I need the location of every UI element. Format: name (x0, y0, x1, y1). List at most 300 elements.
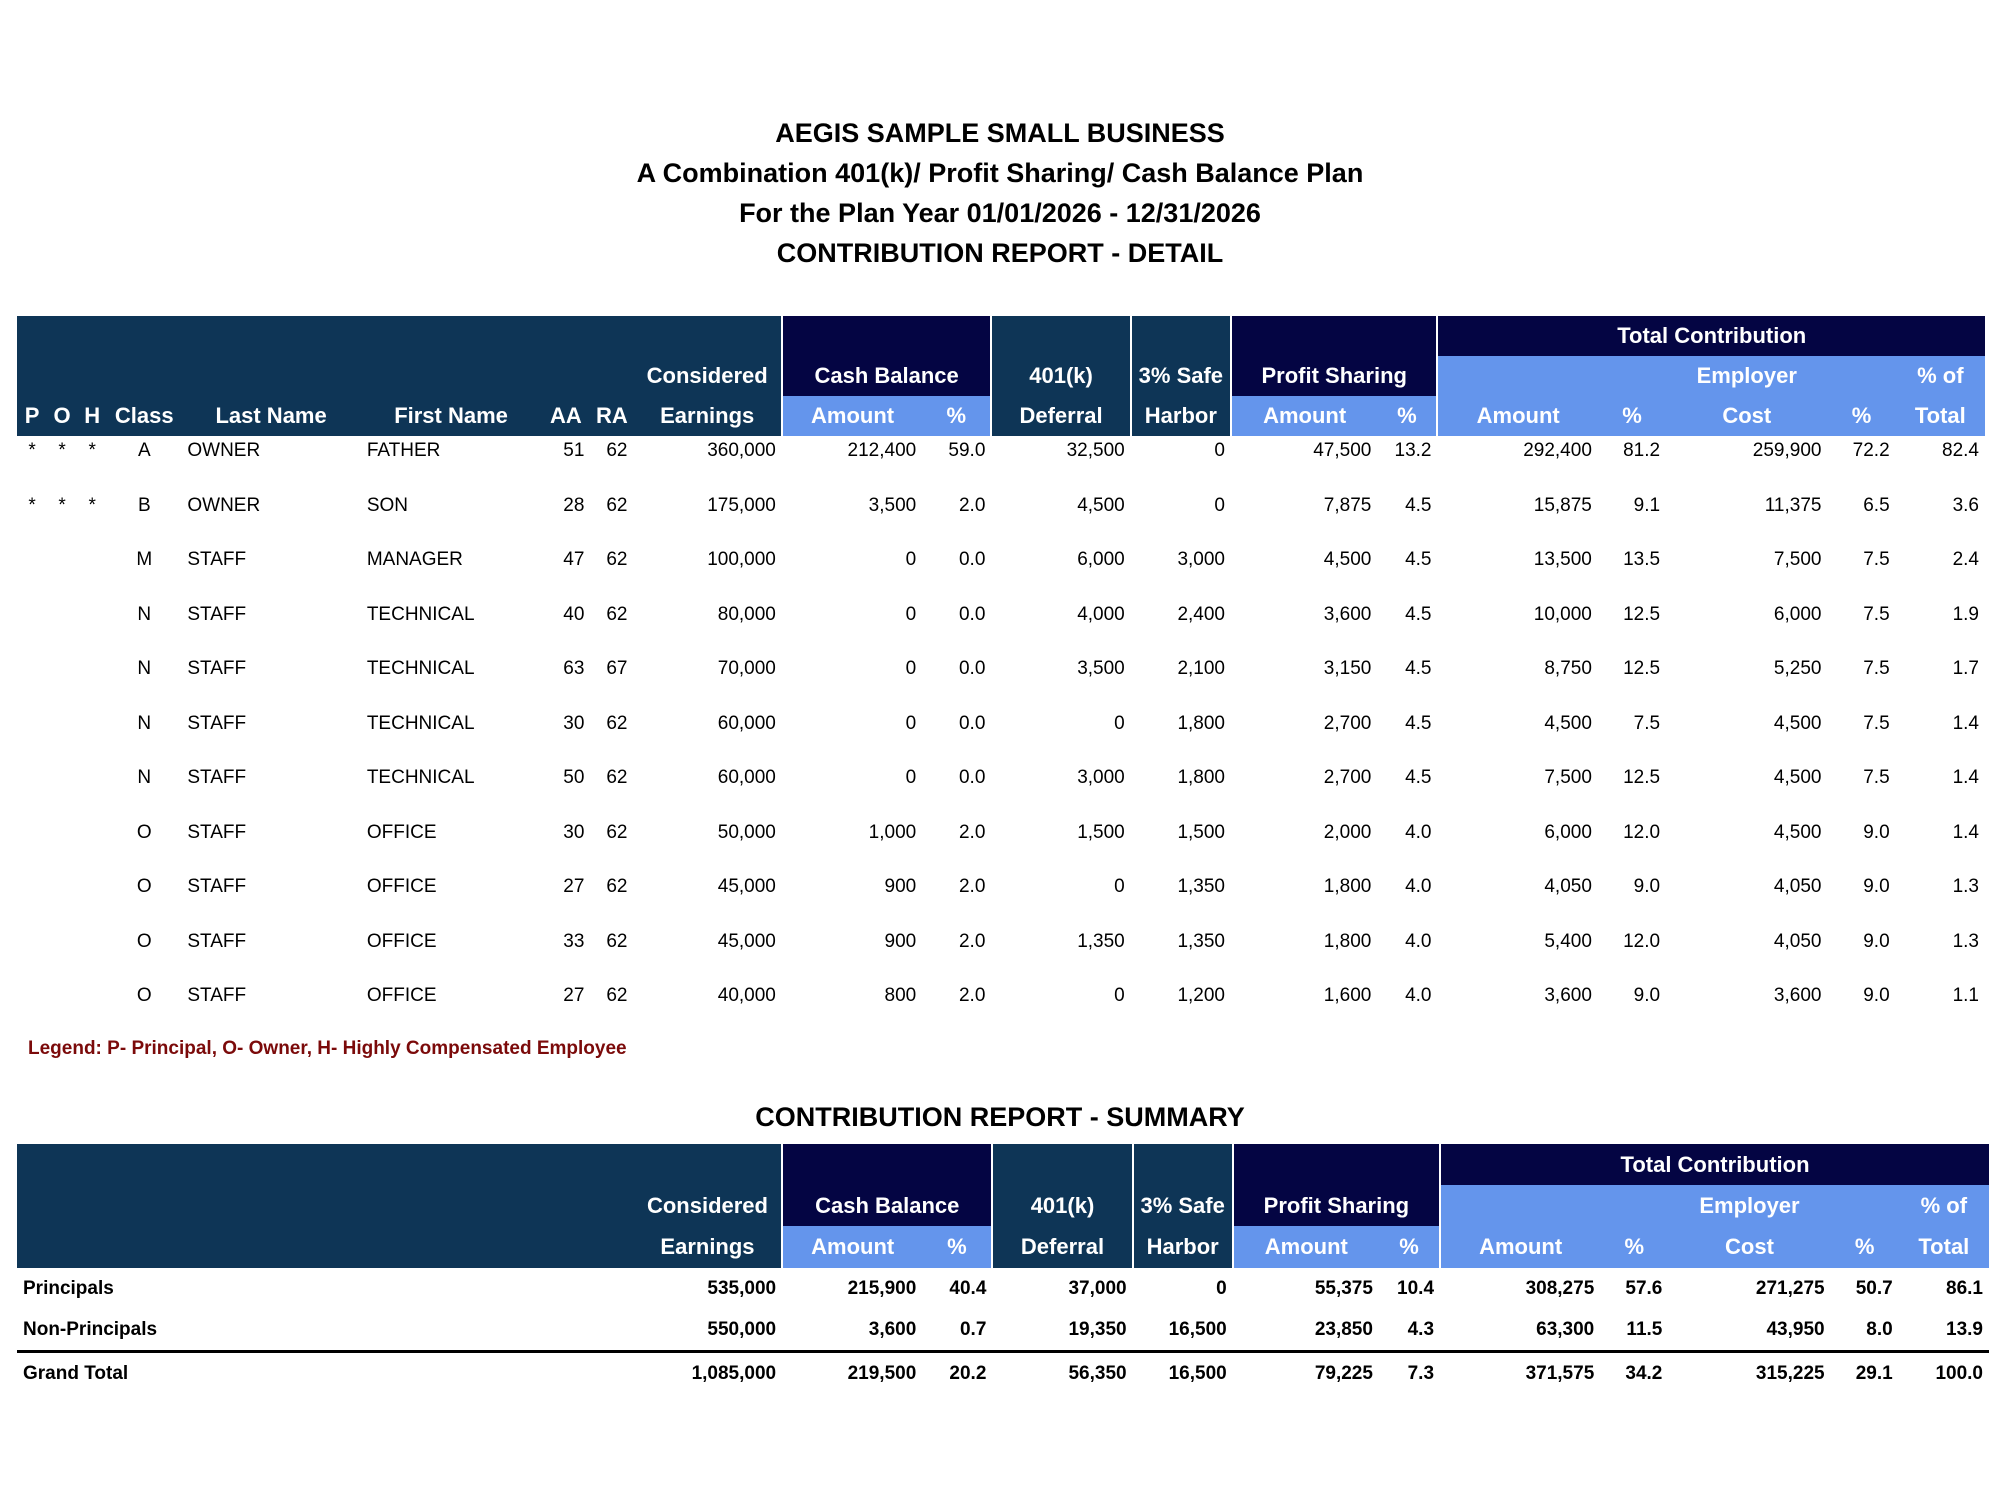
flag-o (47, 757, 77, 812)
earnings-cell: 80,000 (717, 603, 776, 625)
cb-pct-cell: 0.7 (959, 1318, 987, 1340)
safe-harbor-cell: 1,200 (1177, 985, 1225, 1006)
summary-row (17, 1309, 1989, 1352)
employer-cost-cell: 4,500 (1773, 712, 1822, 734)
aa-cell: 63 (563, 658, 585, 679)
tc-amount-cell: 3,600 (1544, 985, 1592, 1006)
pct-total-cell: 1.4 (1952, 767, 1979, 788)
ps-pct-cell: 13.2 (1394, 440, 1432, 461)
employer-cost-cell: 4,050 (1773, 930, 1822, 952)
aa-cell: 30 (563, 712, 585, 734)
cb-amount-cell: 3,500 (868, 494, 917, 516)
ra-cell: 62 (606, 985, 628, 1006)
flag-p: * (28, 440, 36, 461)
flag-p (17, 648, 47, 703)
ra-cell: 62 (606, 712, 628, 734)
tc-pct-cell: 12.0 (1623, 821, 1661, 843)
cb-amount-cell: 0 (905, 603, 917, 625)
flag-h (77, 703, 107, 758)
first-name-cell: OFFICE (366, 930, 437, 952)
safe-harbor-cell: 2,400 (1177, 603, 1225, 625)
header-profit-sharing: Profit Sharing (1231, 356, 1438, 396)
tc-pct-cell: 13.5 (1623, 549, 1661, 570)
summary-header-navy-ps (1233, 1144, 1440, 1185)
flag-h (77, 539, 107, 594)
safe-harbor-cell: 0 (1214, 494, 1225, 516)
earnings-cell: 535,000 (707, 1277, 777, 1299)
cb-pct-cell: 0.0 (958, 549, 986, 570)
pct-total-cell: 2.4 (1952, 549, 1979, 570)
flag-h (77, 594, 107, 649)
header-total-contribution: Total Contribution (1437, 316, 1985, 356)
summary-header-employer: Employer (1668, 1185, 1830, 1226)
plan-year: For the Plan Year 01/01/2026 - 12/31/2026 (739, 198, 1261, 228)
earnings-cell: 100,000 (707, 549, 776, 570)
tc-pct-cell: 7.5 (1633, 712, 1661, 734)
class-cell: O (136, 930, 152, 952)
earnings-cell: 360,000 (707, 440, 776, 461)
ra-cell: 62 (606, 821, 628, 843)
col-earnings: Earnings (633, 396, 781, 436)
aa-cell: 30 (563, 821, 585, 843)
first-name-cell: OFFICE (366, 876, 437, 897)
aa-cell: 27 (563, 876, 585, 897)
pct-total-cell: 100.0 (1899, 1352, 1989, 1395)
cb-amount-cell: 0 (905, 658, 917, 679)
table-row (17, 539, 1985, 594)
summary-header-total-contribution: Total Contribution (1440, 1144, 1989, 1185)
employer-cost-cell: 5,250 (1773, 658, 1822, 679)
cb-pct-cell: 2.0 (958, 930, 986, 952)
summary-header-blank-2 (17, 1185, 634, 1226)
deferral-cell: 32,500 (1066, 440, 1125, 461)
summary-col-pct-total: Total (1899, 1226, 1989, 1268)
tc-amount-cell: 8,750 (1544, 658, 1592, 679)
ra-cell: 67 (606, 658, 628, 679)
detail-table (17, 316, 1985, 1030)
summary-header-profit-sharing: Profit Sharing (1233, 1185, 1440, 1226)
tc-pct-cell: 12.5 (1623, 658, 1661, 679)
summary-col-ps-amount: Amount (1233, 1226, 1379, 1268)
summary-col-cb-amount: Amount (782, 1226, 922, 1268)
report-name: CONTRIBUTION REPORT - DETAIL (776, 238, 1224, 268)
col-tc-pct: % (1598, 396, 1666, 436)
ps-amount-cell: 1,600 (1323, 985, 1372, 1006)
flag-h (77, 866, 107, 921)
flag-h (77, 757, 107, 812)
company-name: AEGIS SAMPLE SMALL BUSINESS (775, 118, 1225, 148)
employer-pct-cell: 72.2 (1852, 440, 1890, 461)
employer-pct-cell: 29.1 (1831, 1352, 1899, 1395)
last-name-cell: STAFF (187, 712, 247, 734)
ra-cell: 62 (606, 767, 628, 788)
ps-amount-cell: 47,500 (1313, 440, 1372, 461)
employer-pct-cell: 9.0 (1863, 930, 1890, 952)
first-name-cell: TECHNICAL (366, 767, 475, 788)
col-cb-pct: % (922, 396, 991, 436)
pct-total-cell: 1.3 (1952, 930, 1979, 952)
ps-pct-cell: 4.0 (1405, 985, 1432, 1006)
tc-amount-cell: 15,875 (1533, 494, 1592, 516)
deferral-cell: 56,350 (992, 1352, 1132, 1395)
safe-harbor-cell: 1,500 (1177, 821, 1225, 843)
deferral-cell: 3,500 (1077, 658, 1125, 679)
aa-cell: 51 (563, 440, 585, 461)
employer-pct-cell: 7.5 (1863, 603, 1890, 625)
summary-header-navy-cb (782, 1144, 992, 1185)
cb-amount-cell: 212,400 (847, 440, 917, 461)
aa-cell: 33 (563, 930, 585, 952)
summary-header-blank-401k (992, 1144, 1132, 1185)
flag-p (17, 975, 47, 1030)
earnings-cell: 40,000 (717, 985, 776, 1006)
cb-amount-cell: 219,500 (782, 1352, 922, 1395)
ra-cell: 62 (606, 603, 628, 625)
deferral-cell: 4,500 (1077, 494, 1125, 516)
col-first-name: First Name (361, 396, 541, 436)
table-row (17, 594, 1985, 649)
cb-pct-cell: 0.0 (958, 603, 986, 625)
tc-amount-cell: 6,000 (1544, 821, 1592, 843)
flag-o (47, 921, 77, 976)
deferral-cell: 1,350 (1077, 930, 1125, 952)
ra-cell: 62 (606, 440, 628, 461)
col-p: P (17, 396, 47, 436)
summary-header-blank-safe (1133, 1144, 1233, 1185)
tc-pct-cell: 57.6 (1625, 1277, 1663, 1299)
table-row (17, 703, 1985, 758)
cb-pct-cell: 0.0 (958, 712, 986, 734)
pct-total-cell: 1.4 (1952, 712, 1979, 734)
header-blank (17, 316, 782, 356)
table-row (17, 975, 1985, 1030)
aa-cell: 28 (563, 494, 585, 516)
tc-pct-cell: 12.5 (1623, 603, 1661, 625)
pct-total-cell: 3.6 (1952, 494, 1979, 516)
employer-cost-cell: 6,000 (1773, 603, 1822, 625)
pct-total-cell: 1.7 (1952, 658, 1979, 679)
deferral-cell: 4,000 (1077, 603, 1125, 625)
last-name-cell: STAFF (187, 930, 247, 952)
col-ps-pct: % (1377, 396, 1437, 436)
safe-harbor-cell: 16,500 (1168, 1318, 1227, 1340)
employer-pct-cell: 50.7 (1855, 1277, 1893, 1299)
first-name-cell: TECHNICAL (366, 603, 475, 625)
first-name-cell: OFFICE (366, 985, 437, 1006)
flag-o (47, 975, 77, 1030)
tc-amount-cell: 5,400 (1544, 930, 1592, 952)
employer-pct-cell: 8.0 (1866, 1318, 1893, 1340)
class-cell: N (137, 603, 152, 625)
cb-amount-cell: 900 (884, 876, 917, 897)
flag-h: * (88, 440, 96, 461)
summary-row (17, 1268, 1989, 1309)
summary-row-label: Grand Total (17, 1352, 634, 1395)
last-name-cell: STAFF (187, 876, 247, 897)
header-safe: 3% Safe (1131, 356, 1231, 396)
flag-p (17, 594, 47, 649)
first-name-cell: TECHNICAL (366, 658, 475, 679)
flag-o: * (58, 494, 66, 516)
ps-pct-cell: 4.0 (1405, 821, 1432, 843)
earnings-cell: 70,000 (717, 658, 776, 679)
header-employer: Employer (1666, 356, 1827, 396)
header-blank-safe (1131, 316, 1231, 356)
ra-cell: 62 (606, 876, 628, 897)
tc-pct-cell: 81.2 (1623, 440, 1661, 461)
summary-row-label: Non-Principals (23, 1318, 158, 1340)
earnings-cell: 60,000 (717, 712, 776, 734)
flag-p (17, 812, 47, 867)
flag-p: * (28, 494, 36, 516)
safe-harbor-cell: 3,000 (1177, 549, 1225, 570)
plan-name: A Combination 401(k)/ Profit Sharing/ Cash Balance Plan (636, 158, 1364, 188)
summary-header-safe: 3% Safe (1133, 1185, 1233, 1226)
table-row (17, 921, 1985, 976)
safe-harbor-cell: 16,500 (1133, 1352, 1233, 1395)
tc-pct-cell: 11.5 (1626, 1318, 1663, 1340)
deferral-cell: 0 (1114, 876, 1125, 897)
ps-pct-cell: 4.0 (1405, 930, 1432, 952)
summary-col-deferral: Deferral (992, 1226, 1132, 1268)
flag-o (47, 594, 77, 649)
pct-total-cell: 1.3 (1952, 876, 1979, 897)
last-name-cell: STAFF (187, 549, 247, 570)
table-row (17, 866, 1985, 921)
tc-amount-cell: 7,500 (1544, 767, 1592, 788)
cb-amount-cell: 0 (905, 549, 917, 570)
employer-cost-cell: 4,500 (1773, 767, 1822, 788)
col-class: Class (107, 396, 181, 436)
safe-harbor-cell: 2,100 (1177, 658, 1225, 679)
ps-pct-cell: 4.5 (1405, 767, 1432, 788)
flag-o (47, 539, 77, 594)
summary-row-label: Principals (23, 1277, 114, 1299)
summary-col-employer-pct: % (1831, 1226, 1899, 1268)
ps-amount-cell: 2,700 (1323, 767, 1372, 788)
ps-pct-cell: 4.3 (1407, 1318, 1435, 1340)
col-harbor: Harbor (1131, 396, 1231, 436)
cb-amount-cell: 1,000 (868, 821, 917, 843)
class-cell: N (137, 658, 152, 679)
employer-cost-cell: 4,500 (1773, 821, 1822, 843)
employer-cost-cell: 315,225 (1668, 1352, 1830, 1395)
class-cell: B (137, 494, 151, 516)
deferral-cell: 37,000 (1068, 1277, 1127, 1299)
summary-header-pct-of: % of (1899, 1185, 1989, 1226)
summary-col-earnings: Earnings (634, 1226, 782, 1268)
summary-header-light-blank (1600, 1185, 1668, 1226)
header-navy-cb (782, 316, 992, 356)
class-cell: O (136, 985, 152, 1006)
header-navy-ps (1231, 316, 1438, 356)
ps-amount-cell: 2,000 (1323, 821, 1372, 843)
ps-amount-cell: 23,850 (1314, 1318, 1373, 1340)
employer-cost-cell: 259,900 (1752, 440, 1822, 461)
employer-pct-cell: 9.0 (1863, 876, 1890, 897)
earnings-cell: 45,000 (717, 930, 776, 952)
summary-col-tc-pct: % (1600, 1226, 1668, 1268)
employer-cost-cell: 7,500 (1773, 549, 1822, 570)
header-light-blank (1437, 356, 1597, 396)
table-row (17, 812, 1985, 867)
col-ra: RA (590, 396, 633, 436)
aa-cell: 50 (563, 767, 585, 788)
flag-h (77, 921, 107, 976)
ps-amount-cell: 79,225 (1233, 1352, 1379, 1395)
ps-pct-cell: 4.0 (1405, 876, 1432, 897)
flag-p (17, 539, 47, 594)
summary-header-cash-balance: Cash Balance (782, 1185, 992, 1226)
safe-harbor-cell: 1,800 (1177, 712, 1225, 734)
cb-amount-cell: 0 (905, 767, 917, 788)
last-name-cell: STAFF (187, 985, 247, 1006)
summary-col-harbor: Harbor (1133, 1226, 1233, 1268)
employer-pct-cell: 7.5 (1863, 549, 1890, 570)
ps-amount-cell: 1,800 (1323, 876, 1372, 897)
last-name-cell: STAFF (187, 603, 247, 625)
col-deferral: Deferral (991, 396, 1130, 436)
ra-cell: 62 (606, 930, 628, 952)
class-cell: O (136, 821, 152, 843)
earnings-cell: 45,000 (717, 876, 776, 897)
deferral-cell: 3,000 (1077, 767, 1125, 788)
ps-amount-cell: 4,500 (1323, 549, 1372, 570)
first-name-cell: TECHNICAL (366, 712, 475, 734)
safe-harbor-cell: 1,800 (1177, 767, 1225, 788)
col-employer-pct: % (1827, 396, 1895, 436)
cb-pct-cell: 0.0 (958, 658, 986, 679)
cb-pct-cell: 2.0 (958, 494, 986, 516)
flag-o (47, 866, 77, 921)
ps-pct-cell: 4.5 (1405, 658, 1432, 679)
tc-pct-cell: 9.0 (1633, 985, 1661, 1006)
summary-col-ps-pct: % (1379, 1226, 1440, 1268)
header-blank-2 (17, 356, 633, 396)
ps-amount-cell: 2,700 (1323, 712, 1372, 734)
cb-pct-cell: 2.0 (958, 876, 986, 897)
employer-pct-cell: 7.5 (1863, 658, 1890, 679)
tc-pct-cell: 9.1 (1633, 494, 1661, 516)
last-name-cell: STAFF (187, 821, 247, 843)
pct-total-cell: 82.4 (1942, 440, 1979, 461)
class-cell: O (136, 876, 152, 897)
first-name-cell: FATHER (366, 440, 441, 461)
class-cell: M (136, 549, 153, 570)
employer-cost-cell: 3,600 (1773, 985, 1822, 1006)
summary-header-light-blank (1440, 1185, 1600, 1226)
summary-table (17, 1144, 1989, 1394)
tc-amount-cell: 371,575 (1440, 1352, 1600, 1395)
ra-cell: 62 (606, 494, 628, 516)
earnings-cell: 60,000 (717, 767, 776, 788)
employer-pct-cell: 9.0 (1863, 985, 1890, 1006)
summary-header-blank-3 (17, 1226, 634, 1268)
class-cell: A (137, 440, 151, 461)
class-cell: N (137, 767, 152, 788)
class-cell: N (137, 712, 152, 734)
employer-cost-cell: 43,950 (1766, 1318, 1825, 1340)
header-pct-of: % of (1896, 356, 1985, 396)
flag-p (17, 703, 47, 758)
first-name-cell: OFFICE (366, 821, 437, 843)
tc-amount-cell: 4,050 (1544, 876, 1592, 897)
last-name-cell: OWNER (187, 494, 261, 516)
tc-pct-cell: 34.2 (1600, 1352, 1668, 1395)
header-light-blank (1598, 356, 1666, 396)
flag-h (77, 648, 107, 703)
col-employer-cost: Cost (1666, 396, 1827, 436)
summary-title: CONTRIBUTION REPORT - SUMMARY (755, 1102, 1245, 1132)
tc-amount-cell: 13,500 (1533, 549, 1592, 570)
summary-header-considered: Considered (634, 1185, 782, 1226)
summary-col-tc-amount: Amount (1440, 1226, 1600, 1268)
tc-pct-cell: 12.0 (1623, 930, 1661, 952)
header-cash-balance: Cash Balance (782, 356, 992, 396)
ps-amount-cell: 7,875 (1323, 494, 1372, 516)
pct-total-cell: 1.9 (1952, 603, 1979, 625)
tc-amount-cell: 63,300 (1536, 1318, 1595, 1340)
header-401k: 401(k) (991, 356, 1130, 396)
tc-amount-cell: 292,400 (1523, 440, 1592, 461)
safe-harbor-cell: 1,350 (1177, 876, 1225, 897)
first-name-cell: MANAGER (366, 549, 463, 570)
header-light-blank (1827, 356, 1895, 396)
summary-header-401k: 401(k) (992, 1185, 1132, 1226)
flag-o (47, 703, 77, 758)
first-name-cell: SON (366, 494, 409, 516)
flag-o (47, 812, 77, 867)
tc-amount-cell: 10,000 (1533, 603, 1592, 625)
table-row (17, 485, 1985, 540)
flag-o (47, 648, 77, 703)
col-last-name: Last Name (181, 396, 360, 436)
cb-pct-cell: 0.0 (958, 767, 986, 788)
last-name-cell: OWNER (187, 440, 261, 461)
tc-amount-cell: 4,500 (1544, 712, 1592, 734)
col-ps-amount: Amount (1231, 396, 1377, 436)
employer-pct-cell: 9.0 (1863, 821, 1890, 843)
employer-pct-cell: 7.5 (1863, 712, 1890, 734)
col-aa: AA (541, 396, 590, 436)
flag-p (17, 866, 47, 921)
col-cb-amount: Amount (782, 396, 922, 436)
deferral-cell: 6,000 (1077, 549, 1125, 570)
last-name-cell: STAFF (187, 658, 247, 679)
summary-col-cb-pct: % (922, 1226, 992, 1268)
ps-pct-cell: 10.4 (1397, 1277, 1435, 1299)
table-row (17, 648, 1985, 703)
ps-pct-cell: 4.5 (1405, 603, 1432, 625)
aa-cell: 40 (563, 603, 585, 625)
last-name-cell: STAFF (187, 767, 247, 788)
tc-amount-cell: 308,275 (1525, 1277, 1595, 1299)
ps-amount-cell: 3,150 (1323, 658, 1372, 679)
flag-p (17, 757, 47, 812)
table-row (17, 757, 1985, 812)
earnings-cell: 175,000 (707, 494, 776, 516)
deferral-cell: 0 (1114, 985, 1125, 1006)
cb-amount-cell: 3,600 (868, 1318, 917, 1340)
summary-header-blank (17, 1144, 782, 1185)
pct-total-cell: 86.1 (1946, 1277, 1983, 1299)
table-row (17, 436, 1985, 485)
earnings-cell: 1,085,000 (634, 1352, 782, 1395)
cb-pct-cell: 40.4 (949, 1277, 987, 1299)
deferral-cell: 1,500 (1077, 821, 1125, 843)
col-pct-total: Total (1896, 396, 1985, 436)
cb-amount-cell: 800 (884, 985, 917, 1006)
